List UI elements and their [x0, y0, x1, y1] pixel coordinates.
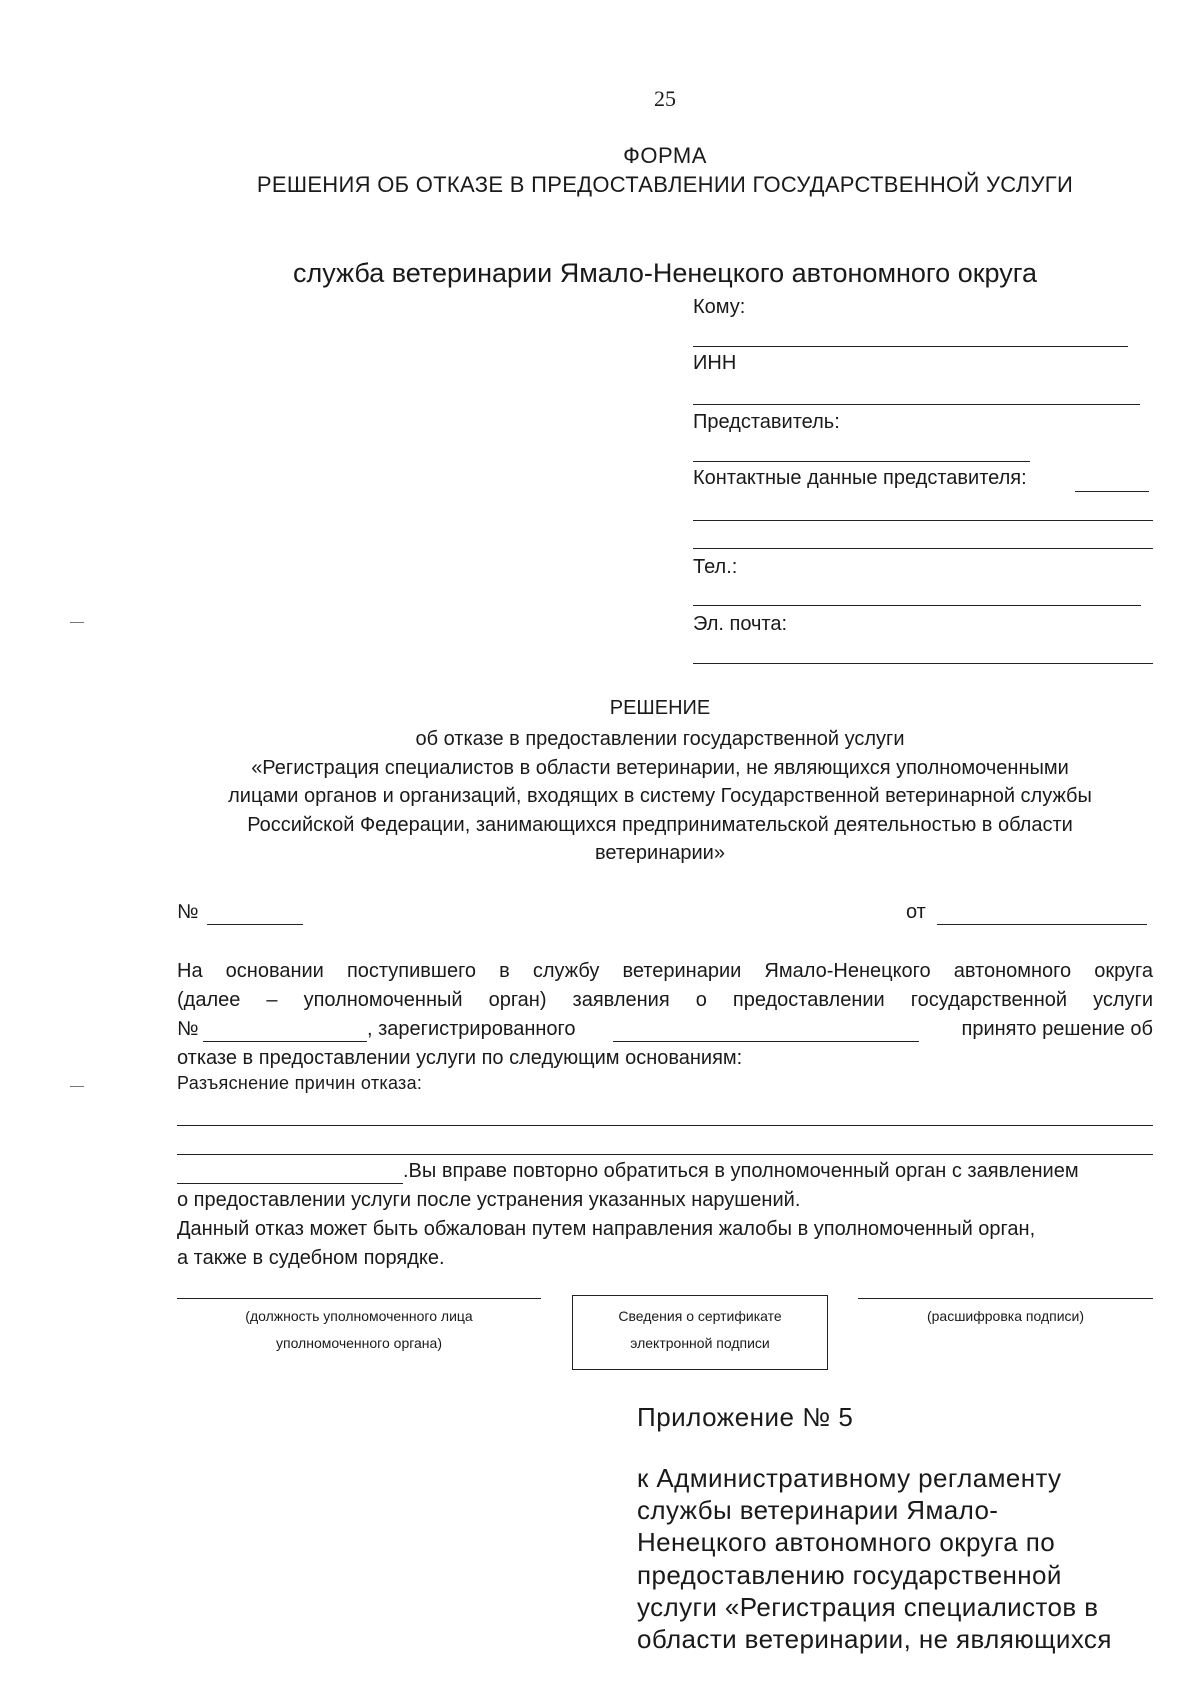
appendix-line: области ветеринарии, не являющихся	[637, 1624, 1112, 1655]
registered-date-line	[613, 1041, 919, 1042]
email-field-line	[693, 663, 1153, 664]
inn-label: ИНН	[693, 352, 737, 374]
margin-mark	[70, 1086, 84, 1087]
decision-number-line	[207, 924, 303, 925]
appendix-text	[637, 1462, 1157, 1655]
phone-field-line	[693, 605, 1141, 606]
representative-label: Представитель:	[693, 411, 840, 433]
reason-end-line	[177, 1183, 403, 1184]
agency-name: служба ветеринарии Ямало-Ненецкого автономного округа	[292, 258, 1038, 288]
decision-made-label: принято решение об	[961, 1018, 1153, 1040]
refusal-reason-label: Разъяснение причин отказа:	[177, 1073, 423, 1093]
appendix-line: к Административному регламенту	[637, 1463, 1062, 1493]
contact-field-line-1	[693, 520, 1153, 521]
certificate-caption-line: Сведения о сертификате	[618, 1308, 782, 1324]
contact-field-line-2	[693, 548, 1153, 549]
position-caption	[177, 1303, 541, 1357]
body-line-3	[177, 1015, 1153, 1044]
closing-line-1	[177, 1157, 1153, 1186]
closing-line: а также в судебном порядке.	[177, 1247, 445, 1269]
position-signature-line	[177, 1298, 541, 1299]
decision-date-line	[937, 924, 1147, 925]
decision-subtitle-line: «Регистрация специалистов в области ветеринарии, не являющихся уполномоченными	[251, 756, 1069, 779]
phone-label: Тел.:	[693, 556, 738, 578]
decision-date-label: от	[906, 901, 926, 923]
appendix-line: предоставлению государственной	[637, 1559, 1062, 1590]
name-caption: (расшифровка подписи)	[926, 1308, 1085, 1324]
application-number-label: №	[177, 1018, 199, 1040]
body-paragraph	[177, 957, 1153, 1073]
registered-label: , зарегистрированного	[367, 1018, 576, 1040]
position-caption-line: (должность уполномоченного лица	[245, 1308, 473, 1324]
closing-line: Данный отказ может быть обжалован путем направления жалобы в уполномоченный орган,	[177, 1218, 1036, 1240]
appendix-line: услуги «Регистрация специалистов в	[637, 1591, 1099, 1622]
to-field-line	[693, 346, 1128, 347]
certificate-caption-line: электронной подписи	[630, 1335, 770, 1351]
form-title: ФОРМА	[623, 143, 707, 168]
appendix-line: Ненецкого автономного округа по	[637, 1527, 1056, 1558]
application-number-line	[203, 1041, 367, 1042]
email-label: Эл. почта:	[693, 613, 788, 635]
position-caption-line: уполномоченного органа)	[276, 1335, 442, 1351]
reapply-text: .Вы вправе повторно обратиться в уполномоченный орган с заявлением	[403, 1160, 1079, 1182]
appendix-line: службы ветеринарии Ямало-	[637, 1495, 999, 1526]
decision-title: РЕШЕНИЕ	[609, 697, 711, 719]
decision-number-label: №	[177, 901, 199, 923]
page-number: 25	[654, 86, 676, 111]
contact-inline-line	[1075, 491, 1149, 492]
representative-field-line	[693, 461, 1030, 462]
margin-mark	[70, 622, 84, 623]
decision-subtitle-line: об отказе в предоставлении государственной услуги	[415, 728, 905, 750]
closing-paragraph	[177, 1157, 1153, 1273]
contact-label: Контактные данные представителя:	[693, 467, 1027, 489]
decision-subtitle-line: лицами органов и организаций, входящих в систему Государственной ветеринарной службы	[228, 785, 1092, 808]
decision-subtitle	[180, 725, 1140, 868]
name-signature-line	[858, 1298, 1153, 1299]
body-line: На основании поступившего в службу ветеринарии Ямало-Ненецкого автономного округа	[177, 960, 1153, 982]
reason-field-line-2	[177, 1154, 1153, 1155]
reason-field-line-1	[177, 1125, 1153, 1126]
body-line: отказе в предоставлении услуги по следующим основаниям:	[177, 1047, 743, 1069]
inn-field-line	[693, 404, 1140, 405]
body-line: (далее – уполномоченный орган) заявления о предоставлении государственной услуги	[177, 989, 1153, 1011]
to-label: Кому:	[693, 296, 746, 318]
closing-line: о предоставлении услуги после устранения указанных нарушений.	[177, 1189, 801, 1211]
decision-subtitle-line: ветеринарии»	[595, 842, 725, 865]
form-subtitle: РЕШЕНИЯ ОБ ОТКАЗЕ В ПРЕДОСТАВЛЕНИИ ГОСУДАРСТВЕННОЙ УСЛУГИ	[256, 172, 1074, 197]
certificate-caption	[572, 1303, 828, 1357]
appendix-title: Приложение № 5	[637, 1402, 854, 1432]
decision-subtitle-line: Российской Федерации, занимающихся предпринимательской деятельностью в области	[247, 813, 1073, 836]
